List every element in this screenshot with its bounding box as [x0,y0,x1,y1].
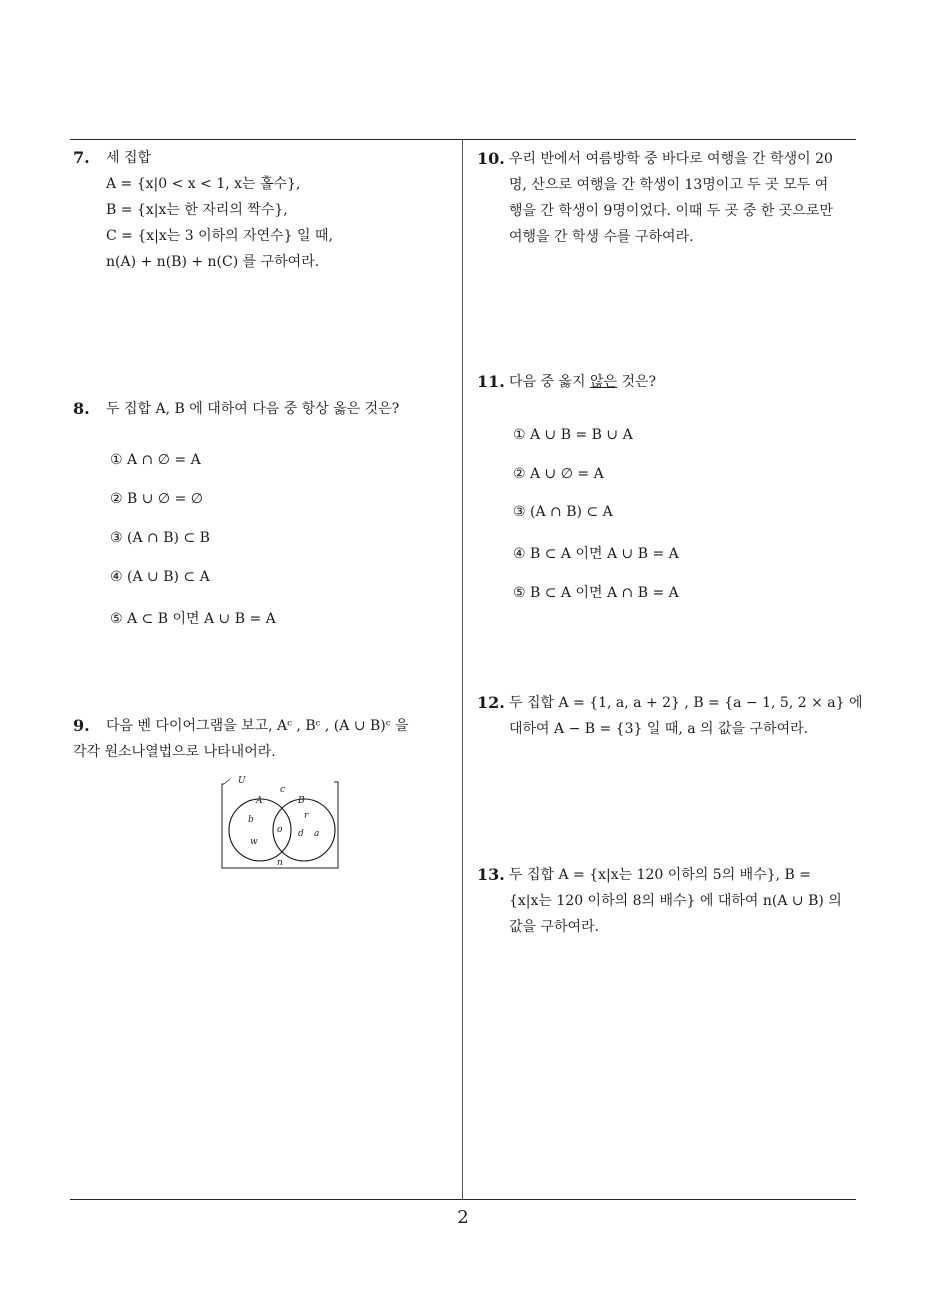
question-line: {x|x는 120 이하의 8의 배수} 에 대하여 n(A ∪ B) 의 [509,893,842,909]
emphasis-underline: 않은 [589,374,618,390]
choice-3[interactable]: ③ (A ∩ B) ⊂ B [110,530,210,546]
question-line: 값을 구하여라. [509,919,600,935]
choice-1[interactable]: ① A ∩ ∅ = A [110,452,201,468]
question-line: 두 집합 A = {1, a, a + 2} , B = {a − 1, 5, 2 × a} 에 [509,695,863,711]
choice-4[interactable]: ④ (A ∪ B) ⊂ A [110,569,210,585]
choice-1[interactable]: ① A ∪ B = B ∪ A [513,427,633,443]
question-number: 12. [477,693,505,712]
choice-2[interactable]: ② B ∪ ∅ = ∅ [110,491,203,507]
venn-element: a [314,829,320,839]
question-number: 13. [477,865,505,884]
question-line: 다음 벤 다이어그램을 보고, Aᶜ , Bᶜ , (A ∪ B)ᶜ 을 [106,718,409,734]
choice-4[interactable]: ④ B ⊂ A 이면 A ∪ B = A [513,546,679,562]
venn-element: w [250,837,258,847]
venn-element: d [298,829,304,839]
question-line: 두 집합 A = {x|x는 120 이하의 5의 배수}, B = [509,867,812,883]
bottom-rule [70,1199,856,1200]
venn-element: c [280,785,286,795]
choice-3[interactable]: ③ (A ∩ B) ⊂ A [513,504,613,520]
question-line: 대하여 A − B = {3} 일 때, a 의 값을 구하여라. [509,721,809,737]
venn-label-universe: U [238,776,246,786]
venn-diagram [218,774,342,872]
question-number: 9. [73,716,90,735]
question-line: 여행을 간 학생 수를 구하여라. [509,229,694,245]
question-number: 8. [73,399,90,418]
venn-element: n [277,858,283,868]
question-text-part: 것은? [617,374,657,390]
choice-2[interactable]: ② A ∪ ∅ = A [513,466,604,482]
page-number: 2 [457,1207,469,1228]
question-line: 우리 반에서 여름방학 중 바다로 여행을 간 학생이 20 [509,151,833,167]
question-number: 7. [73,148,90,167]
question-text-part: 다음 중 옳지 [509,374,590,390]
question-number: 10. [477,149,505,168]
choice-5[interactable]: ⑤ B ⊂ A 이면 A ∩ B = A [513,585,679,601]
question-line: n(A) + n(B) + n(C) 를 구하여라. [106,254,320,270]
question-line: B = {x|x는 한 자리의 짝수}, [106,202,288,218]
question-line: A = {x|0 < x < 1, x는 홀수}, [106,176,301,192]
question-line: 각각 원소나열법으로 나타내어라. [73,744,276,760]
venn-element: r [304,811,309,821]
choice-5[interactable]: ⑤ A ⊂ B 이면 A ∪ B = A [110,611,276,627]
venn-label-set-a: A [256,796,263,806]
question-number: 11. [477,372,505,391]
question-line: 행을 간 학생이 9명이었다. 이때 두 곳 중 한 곳으로만 [509,203,833,219]
venn-element: o [277,825,283,835]
venn-element: b [248,815,254,825]
column-divider [462,139,463,1200]
question-line: 명, 산으로 여행을 간 학생이 13명이고 두 곳 모두 여 [509,177,829,193]
top-rule [70,139,856,140]
question-text [509,369,656,395]
question-line: C = {x|x는 3 이하의 자연수} 일 때, [106,228,333,244]
venn-label-set-b: B [298,796,305,806]
question-line: 세 집합 [106,150,152,166]
question-text: 두 집합 A, B 에 대하여 다음 중 항상 옳은 것은? [106,401,400,417]
